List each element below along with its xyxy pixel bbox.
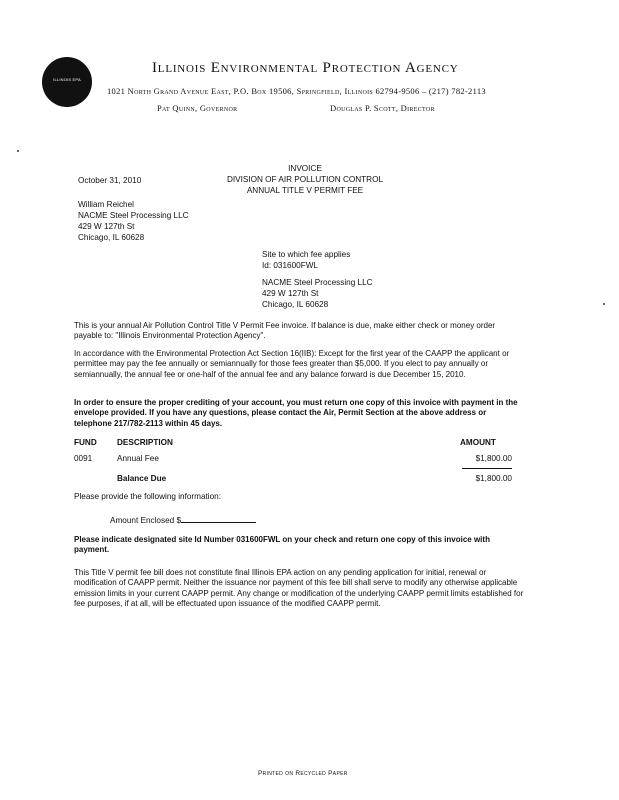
act-paragraph: In accordance with the Environmental Protection Act Section 16(IIB): Except for the first year of the CAAPP the applicant or permittee may pay the fee annually or semiannually for those fees greater than $5,000. If you elect to pay annually or semiannually, the annual fee or one-half of the annual fee and any balance forward is due December 15, 2010. <box>74 349 510 379</box>
disclaimer-paragraph: This Title V permit fee bill does not constitute final Illinois EPA action on any pending application for initial, renewal or modification of CAAPP permit. Neither the issuance nor payment of this fee bill shall serve to modify any otherwise applicable emission limits in your current CAAPP permit. Any change or modification of the underlying CAAPP permit limits established for fee purposes, if at all, will be effectuated upon issuance of the modified CAAPP permit. <box>74 568 524 609</box>
invoice-title-line: ANNUAL TITLE V PERMIT FEE <box>246 186 364 195</box>
invoice-title-line: DIVISION OF AIR POLLUTION CONTROL <box>226 175 384 184</box>
governor: Pat Quinn, Governor <box>157 103 238 113</box>
scan-speck <box>17 150 19 152</box>
row-amount: $1,800.00 <box>475 454 512 463</box>
balance-amount: $1,800.00 <box>475 474 512 483</box>
crediting-paragraph: In order to ensure the proper crediting of your account, you must return one copy of this invoice with payment in the envelope provided. If you have any questions, please contact the Air, Permit Section at the above address or telephone 217/782-2113 within 45 days. <box>74 398 518 428</box>
provide-info: Please provide the following information: <box>74 492 222 501</box>
scan-speck <box>603 303 605 305</box>
fund-header: FUND <box>74 438 97 447</box>
agency-seal <box>42 57 92 107</box>
invoice-title <box>200 163 410 196</box>
site-city: Chicago, IL 60628 <box>262 300 329 309</box>
amount-header: AMOUNT <box>460 438 496 447</box>
site-id: Id: 031600FWL <box>262 261 318 270</box>
agency-address: 1021 North Grand Avenue East, P.O. Box 19506, Springfield, Illinois 62794-9506 – (217) 782-2113 <box>107 86 486 96</box>
description-header: DESCRIPTION <box>117 438 173 447</box>
site-id-instruction: Please indicate designated site Id Number 031600FWL on your check and return one copy of this invoice with payment. <box>74 535 490 555</box>
row-fund: 0091 <box>74 454 93 463</box>
total-rule <box>462 468 512 469</box>
amount-enclosed-field[interactable] <box>181 514 256 523</box>
site-address <box>262 277 373 310</box>
amount-enclosed-label: Amount Enclosed $ <box>110 516 182 525</box>
recipient-street: 429 W 127th St <box>78 222 135 231</box>
site-company: NACME Steel Processing LLC <box>262 278 373 287</box>
invoice-title-line: INVOICE <box>288 164 322 173</box>
recipient-company: NACME Steel Processing LLC <box>78 211 189 220</box>
site-street: 429 W 127th St <box>262 289 319 298</box>
intro-paragraph: This is your annual Air Pollution Control Title V Permit Fee invoice. If balance is due, make either check or money order payable to: "Illinois Environmental Protection Agency". <box>74 321 496 341</box>
balance-label: Balance Due <box>117 474 167 483</box>
row-description: Annual Fee <box>117 454 159 463</box>
footer-note: Printed on Recycled Paper <box>258 770 348 777</box>
invoice-date: October 31, 2010 <box>78 176 142 185</box>
director: Douglas P. Scott, Director <box>330 103 435 113</box>
agency-name: Illinois Environmental Protection Agency <box>152 60 459 76</box>
site-label: Site to which fee applies <box>262 250 351 259</box>
amount-enclosed-line <box>110 514 256 526</box>
seal-text: ILLINOIS EPA <box>53 77 81 82</box>
recipient-name: William Reichel <box>78 200 134 209</box>
site-block <box>262 249 350 271</box>
recipient-city: Chicago, IL 60628 <box>78 233 145 242</box>
recipient-address <box>78 199 189 243</box>
